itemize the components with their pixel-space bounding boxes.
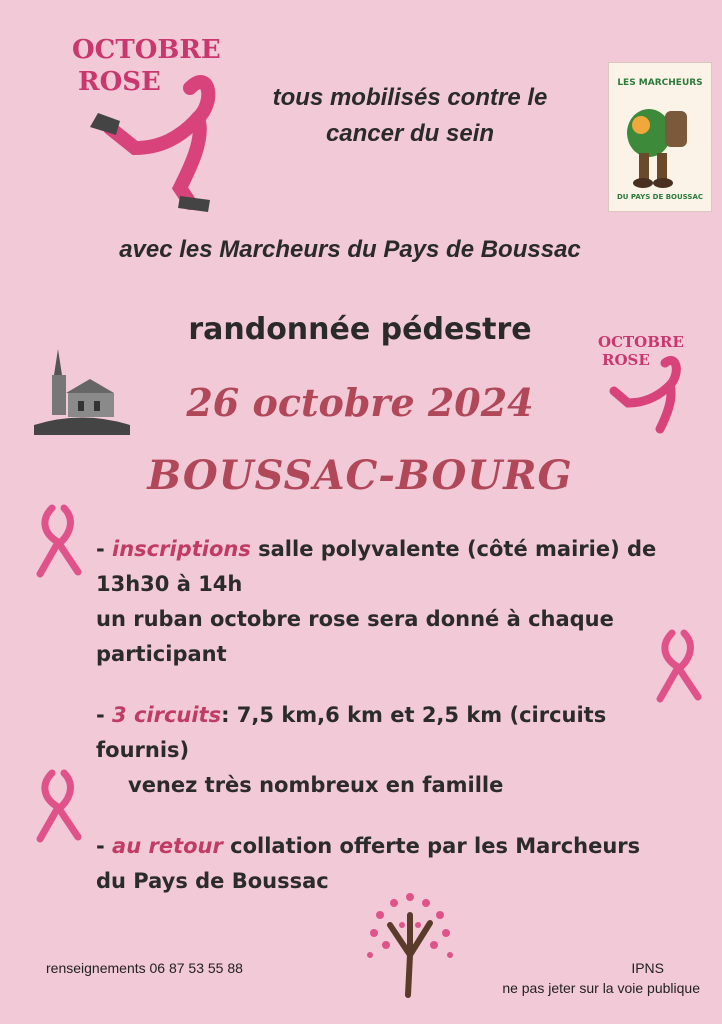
contact-info: renseignements 06 87 53 55 88 bbox=[46, 960, 243, 976]
circuits-cont: fournis) bbox=[96, 738, 190, 762]
tagline-line-1: tous mobilisés contre le bbox=[272, 84, 548, 111]
event-place: BOUSSAC-BOURG bbox=[147, 452, 573, 499]
inscriptions-time: 13h30 à 14h bbox=[96, 572, 243, 596]
svg-text:OCTOBRE: OCTOBRE bbox=[598, 333, 684, 351]
church-icon bbox=[32, 345, 132, 445]
circuits-keyword: 3 circuits bbox=[112, 703, 222, 727]
svg-text:ROSE: ROSE bbox=[602, 351, 650, 369]
pink-ribbon-icon bbox=[30, 765, 90, 845]
retour-line: - au retour collation offerte par les Marcheurs bbox=[96, 834, 641, 858]
svg-text:ROSE: ROSE bbox=[78, 67, 161, 97]
hiker-mascot-icon bbox=[609, 63, 711, 211]
disposal-notice: ne pas jeter sur la voie publique bbox=[502, 980, 700, 996]
svg-text:OCTOBRE: OCTOBRE bbox=[72, 35, 221, 65]
family-invite: venez très nombreux en famille bbox=[128, 773, 504, 797]
tagline-line-2: cancer du sein bbox=[325, 120, 495, 147]
inscriptions-keyword: inscriptions bbox=[112, 537, 251, 561]
tagline bbox=[200, 80, 620, 152]
svg-text:LES MARCHEURS: LES MARCHEURS bbox=[617, 78, 703, 88]
club-logo bbox=[608, 62, 712, 212]
pink-ribbon-icon bbox=[30, 500, 90, 580]
event-details bbox=[96, 532, 696, 899]
legal-notice bbox=[470, 958, 700, 998]
retour-keyword: au retour bbox=[112, 834, 223, 858]
ipns-label: IPNS bbox=[631, 960, 664, 976]
inscriptions-line: - inscriptions salle polyvalente (côté mairie) de bbox=[96, 537, 657, 561]
ribbon-tree-icon bbox=[360, 885, 460, 1000]
ribbon-note: un ruban octobre rose sera donné à chaque bbox=[96, 607, 614, 631]
organizer-line: avec les Marcheurs du Pays de Boussac bbox=[119, 236, 581, 263]
circuits-line: - 3 circuits: 7,5 km,6 km et 2,5 km (circuits bbox=[96, 703, 607, 727]
svg-text:DU PAYS DE BOUSSAC: DU PAYS DE BOUSSAC bbox=[616, 193, 704, 201]
event-date: 26 octobre 2024 bbox=[186, 380, 534, 425]
retour-cont: du Pays de Boussac bbox=[96, 869, 329, 893]
ribbon-note-cont: participant bbox=[96, 642, 227, 666]
event-title: randonnée pédestre bbox=[188, 312, 532, 347]
